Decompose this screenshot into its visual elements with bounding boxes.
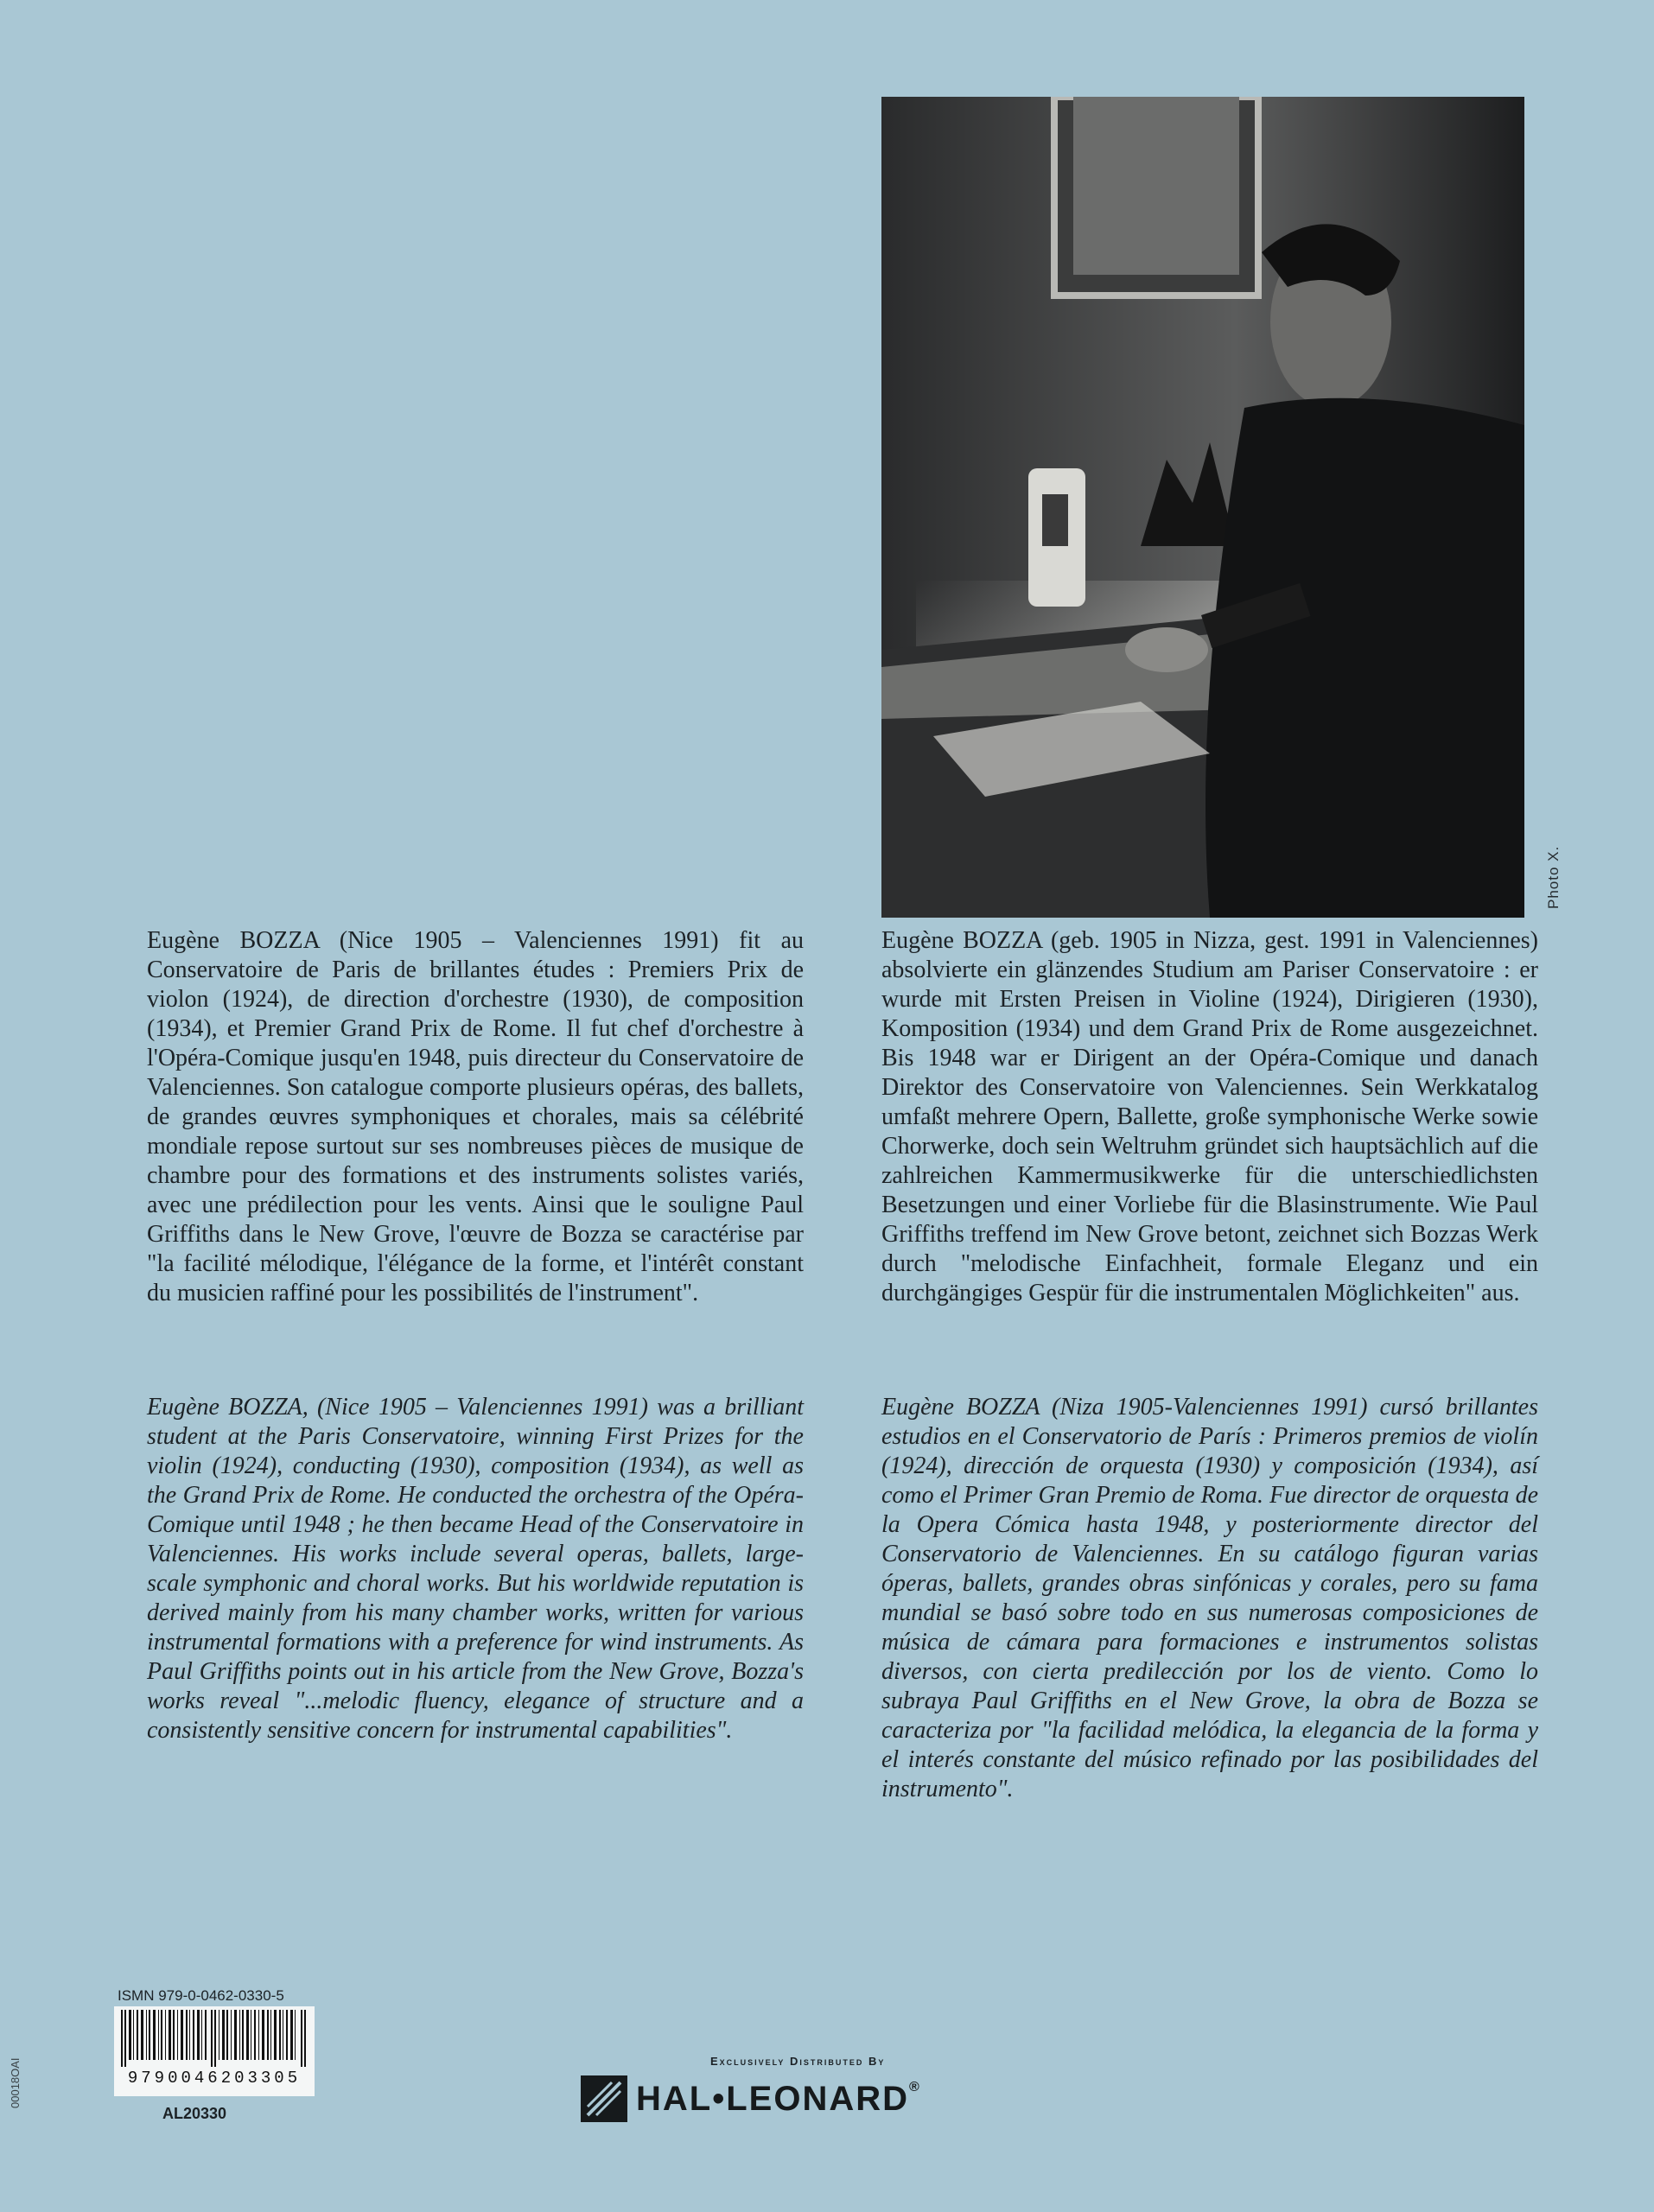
catalog-code: AL20330: [162, 2105, 227, 2122]
biography-english: Eugène BOZZA, (Nice 1905 – Valenciennes 1991) was a brilliant student at the Paris Conservatoire, winning First Prizes for the violin (1924), conducting (1930), composition (1934), as well as the Grand Prix de Rome. He conducted the orchestra of the Opéra-Comique until 1948 ; he then became Head of the Conservatoire in Valenciennes. His works include several operas, ballets, large-scale symphonic and choral works. But his worldwide reputation is derived mainly from his many chamber works, written for various instrumental formations with a preference for wind instruments. As Paul Griffiths points out in his article from the New Grove, Bozza's works reveal "...melodic fluency, elegance of structure and a consistently sensitive concern for instrumental capabilities".: [147, 1394, 804, 1744]
barcode-number: 9790046203305: [127, 2069, 302, 2088]
publisher-logo: [581, 2074, 921, 2124]
barcode-bars-icon: [119, 2010, 309, 2067]
barcode: [114, 2006, 315, 2096]
biography-german: Eugène BOZZA (geb. 1905 in Nizza, gest. 1991 in Valenciennes) absolvierte ein glänzendes Studium am Pariser Conservatoire : er wurde mit Ersten Preisen in Violine (1924), Dirigieren (1930), Komposition (1934) und dem Grand Prix de Rome ausgezeichnet. Bis 1948 war er Dirigent an der Opéra-Comique und danach Direktor des Conservatoire von Valenciennes. Sein Werkkatalog umfaßt mehrere Opern, Ballette, große symphonische Werke sowie Chorwerke, doch sein Weltruhm gründet sich hauptsächlich auf die zahlreichen Kammermusikwerke für die unterschiedlichsten Besetzungen und einer Vorliebe für die Blasinstrumente. Wie Paul Griffiths treffend im New Grove betont, zeichnet sich Bozzas Werk durch "melodische Einfachheit, formale Eleganz und ein durchgängiges Gespür für die instrumentalen Möglichkeiten" aus.: [881, 927, 1538, 1306]
publisher-name-text: HAL•LEONARD: [636, 2079, 909, 2118]
photo-credit: Photo X.: [1545, 845, 1562, 909]
side-code: 00018OAI: [9, 2057, 22, 2108]
biography-spanish: Eugène BOZZA (Niza 1905-Valenciennes 1991) cursó brillantes estudios en el Conservatorio de París : Primeros premios de violín (1924), dirección de orquesta (1930) y composición (1934), así como el Primer Gran Premio de Roma. Fue director de orquesta de la Opera Cómica hasta 1948, y posteriormente director del Conservatorio de Valenciennes. En su catálogo figuran varias óperas, ballets, grandes obras sinfónicas y corales, pero su fama mundial se basó sobre todo en sus numerosas composiciones de música de cámara para formaciones e instrumentos solistas diversos, con cierta predilección por los de viento. Como lo subraya Paul Griffiths en el New Grove, la obra de Bozza se caracteriza por "la facilidad melódica, la elegancia de la forma y el interés constante del músico refinado por las posibilidades del instrumento".: [881, 1394, 1538, 1802]
registered-mark: ®: [908, 2079, 921, 2094]
hal-leonard-mark-icon: [581, 2075, 627, 2122]
photo-image: [881, 97, 1524, 918]
ismn-label: ISMN 979-0-0462-0330-5: [118, 1987, 284, 2004]
composer-photo: [881, 97, 1524, 918]
distributed-by-label: Exclusively Distributed By: [710, 2055, 886, 2068]
biography-french: Eugène BOZZA (Nice 1905 – Valenciennes 1991) fit au Conservatoire de Paris de brillantes études : Premiers Prix de violon (1924), de direction d'orchestre (1930), de composition (1934), et Premier Grand Prix de Rome. Il fut chef d'orchestre à l'Opéra-Comique jusqu'en 1948, puis directeur du Conservatoire de Valenciennes. Son catalogue comporte plusieurs opéras, des ballets, de grandes œuvres symphoniques et chorales, mais sa célébrité mondiale repose surtout sur ses nombreuses pièces de musique de chambre pour des formations et des instruments solistes variés, avec une prédilection pour les vents. Ainsi que le souligne Paul Griffiths dans le New Grove, l'œuvre de Bozza se caractérise par "la facilité mélodique, l'élégance de la forme, et l'intérêt constant du musicien raffiné pour les possibilités de l'instrument".: [147, 927, 804, 1306]
publisher-name: [636, 2080, 921, 2119]
